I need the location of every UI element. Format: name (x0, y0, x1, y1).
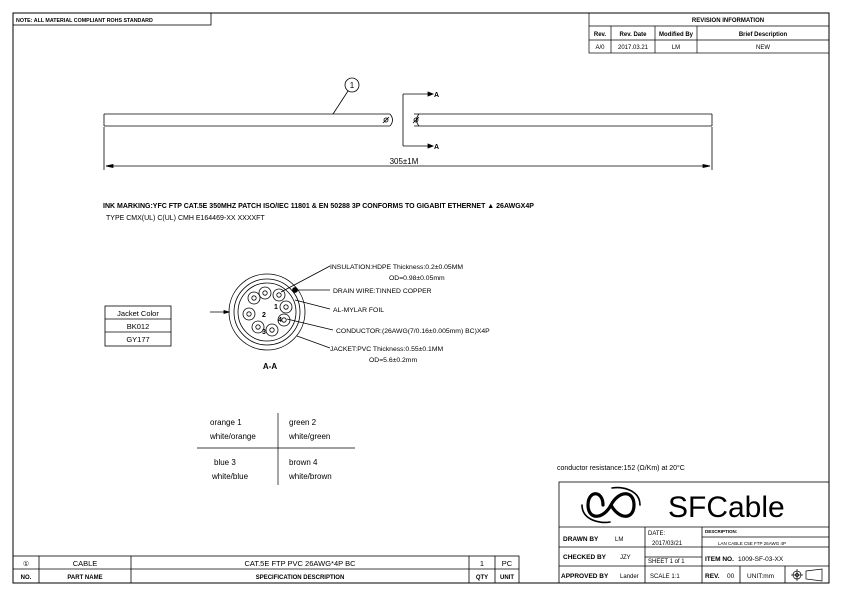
revision-rev: A/0 (595, 45, 605, 51)
date-label: DATE: (648, 531, 666, 537)
bom-header-no: NO. (20, 575, 32, 581)
sheet-number: SHEET 1 of 1 (648, 559, 685, 565)
pair-color-3b: white/blue (212, 472, 249, 481)
bom-unit: PC (501, 559, 513, 568)
description-value: LAN CABLE C5E FTP 26AWG 4P (718, 541, 787, 546)
callout-jacket-od: OD=5.6±0.2mm (369, 357, 418, 364)
section-label: A-A (262, 362, 278, 371)
pair-color-4b: white/brown (289, 472, 332, 481)
checked-by-value: JZY (620, 555, 631, 561)
unit-label: UNIT:mm (747, 573, 775, 580)
ink-marking-line1: INK MARKING:YFC FTP CAT.5E 350MHZ PATCH ISO/IEC 11801 & EN 50288 3P CONFORMS TO GIGABIT ETHERNET ▲ 26AWGX4P (103, 203, 534, 210)
pair-color-1b: white/orange (210, 432, 256, 441)
pair-color-2a: green 2 (289, 418, 317, 427)
callout-conductor: CONDUCTOR:(26AWG(7/0.16±0.005mm) BC)X4P (336, 328, 490, 335)
callout-drain-wire: DRAIN WIRE:TINNED COPPER (333, 288, 432, 295)
cable-cross-section (210, 266, 333, 350)
rev-value: 00 (727, 573, 735, 580)
pair-color-1a: orange 1 (210, 418, 242, 427)
callout-insulation-od: OD=0.98±0.05mm (389, 275, 445, 282)
bom-header-part-name: PART NAME (67, 575, 103, 581)
jacket-color-gy: GY177 (126, 335, 150, 344)
note-text: NOTE: ALL MATERIAL COMPLIANT ROHS STANDARD (16, 18, 153, 24)
bom-part-name: CABLE (72, 559, 98, 568)
revision-description: NEW (756, 45, 770, 51)
revision-header-description: Brief Description (738, 32, 788, 38)
drawn-by-label: DRAWN BY (563, 536, 599, 543)
conductor-resistance: conductor resistance:152 (Ω/Km) at 20°C (557, 465, 685, 472)
scale: SCALE 1:1 (650, 574, 680, 580)
bom-specification: CAT.5E FTP PVC 26AWG*4P BC (244, 559, 356, 568)
callout-foil: AL-MYLAR FOIL (333, 307, 384, 314)
sfcable-logo-icon (582, 488, 640, 523)
pair-color-4a: brown 4 (289, 458, 318, 467)
bom-header-unit: UNIT (500, 575, 514, 581)
revision-title: REVISION INFORMATION (691, 18, 765, 24)
date-value: 2017/03/21 (652, 541, 683, 547)
jacket-color-bk: BK012 (126, 322, 150, 331)
item-no-label: ITEM NO. (705, 556, 734, 563)
callout-jacket: JACKET:PVC Thickness:0.55±0.1MM (330, 346, 444, 353)
projection-symbol-icon (791, 569, 822, 581)
revision-header-modified: Modified By (659, 32, 693, 38)
bom-header-specification: SPECIFICATION DESCRIPTION (255, 575, 345, 581)
pair-number-1: 1 (274, 304, 278, 311)
pair-color-3a: blue 3 (214, 458, 236, 467)
bom-item-number: ① (22, 561, 30, 568)
approved-by-label: APPROVED BY (561, 573, 609, 580)
part-balloon-number: 1 (349, 81, 355, 90)
revision-header-date: Rev. Date (619, 32, 647, 38)
bom-qty: 1 (479, 559, 485, 568)
jacket-color-header: Jacket Color (117, 309, 159, 318)
item-no-value: 1009-SF-03-XX (738, 556, 784, 563)
pair-color-2b: white/green (289, 432, 331, 441)
approved-by-value: Lander (620, 574, 639, 580)
rev-label: REV. (705, 573, 720, 580)
pair-number-3: 3 (262, 329, 266, 336)
revision-header-rev: Rev. (593, 32, 607, 38)
revision-modified-by: LM (671, 45, 681, 51)
ink-marking-line2: TYPE CMX(UL) C(UL) CMH E164469-XX XXXXFT (106, 215, 265, 222)
length-dimension: 305±1M (389, 157, 419, 166)
pair-number-4: 4 (278, 317, 282, 324)
section-mark-top: A (434, 92, 440, 99)
section-mark-bottom: A (434, 144, 440, 151)
description-label: DESCRIPTION: (705, 529, 738, 534)
drawn-by-value: LM (615, 537, 624, 543)
logo-text: SFCable (668, 491, 785, 524)
pair-number-2: 2 (262, 312, 266, 319)
callout-insulation: INSULATION:HDPE Thickness:0.2±0.05MM (330, 264, 464, 271)
revision-date: 2017.03.21 (617, 45, 649, 51)
bom-header-qty: QTY (475, 575, 489, 581)
checked-by-label: CHECKED BY (563, 554, 606, 561)
